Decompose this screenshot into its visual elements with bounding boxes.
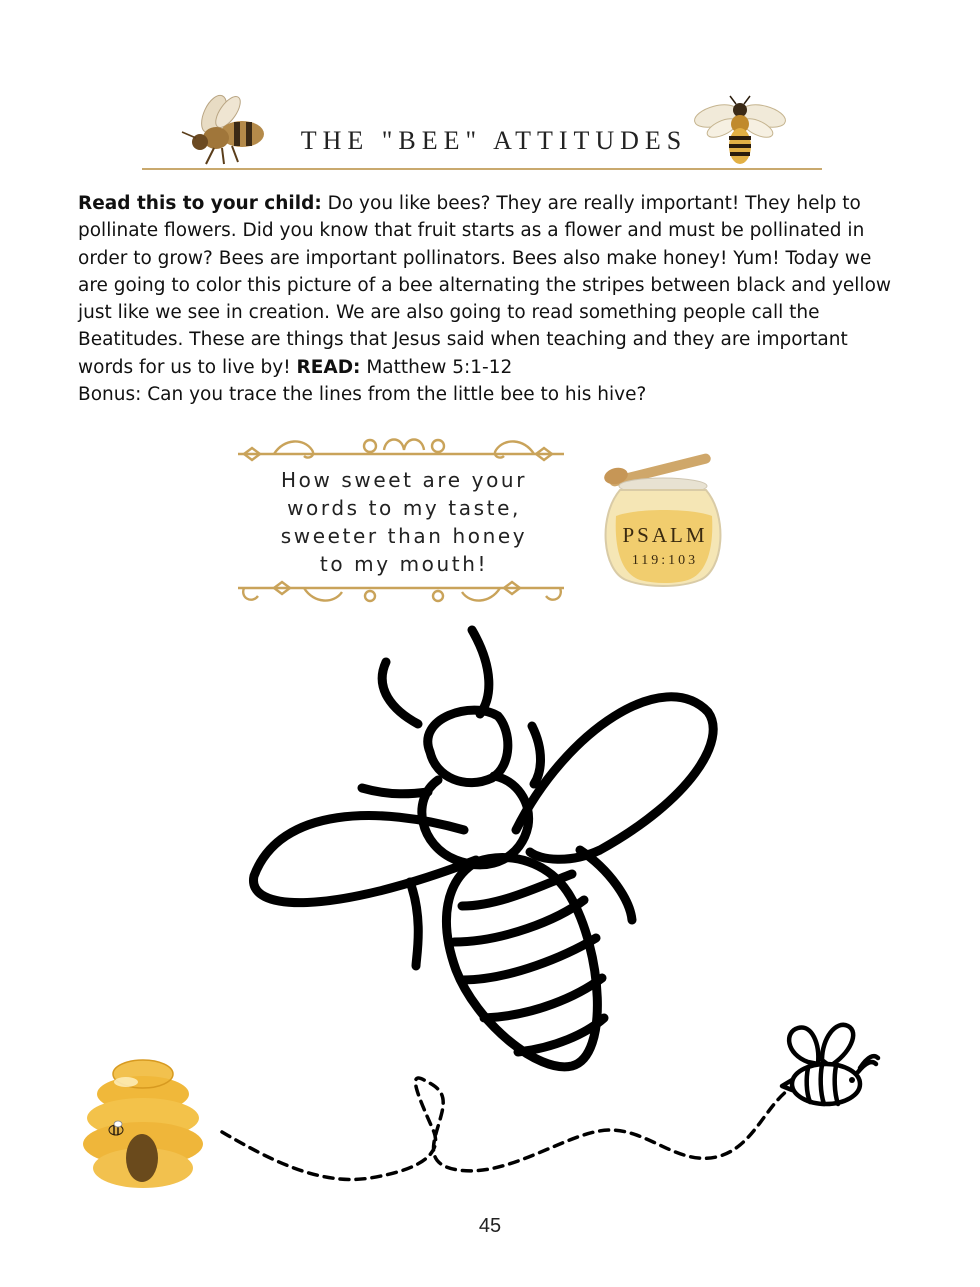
intro-body: Do you like bees? They are really important! They help to pollinate flowers. Did you know that fruit starts as a flower and must be pollinated in order to grow? Bees are important pollinators. Bees also make honey! Yum! Today we are going to color this picture of a bee alternating the stripes between black and yellow just like we see in creation. We are also going to read something people call the Beatitudes. These are things that Jesus said when teaching and they are important words for us to live by! — [78, 193, 892, 378]
page-number: 45 — [478, 1215, 502, 1237]
bee-stripe — [484, 978, 602, 1018]
jar-label: PSALM — [622, 523, 708, 547]
antenna-left — [382, 662, 418, 724]
read-label: READ: — [296, 356, 361, 378]
ornament-bottom — [234, 572, 574, 612]
read-reference: Matthew 5:1-12 — [360, 356, 513, 378]
intro-lead: Read this to your child: — [78, 193, 322, 214]
little-bee-icon — [778, 1018, 886, 1114]
beehive-illustration — [76, 1052, 210, 1194]
honey-jar-illustration — [596, 446, 730, 592]
bee-wing-right — [516, 697, 713, 859]
intro-text — [78, 190, 898, 408]
ornament-top — [234, 430, 574, 470]
jar-reference: 119:103 — [631, 553, 699, 568]
verse-line: to my mouth! — [319, 552, 489, 576]
bee-wing-left — [253, 816, 476, 903]
verse-line: words to my taste, — [287, 496, 521, 520]
antenna-right — [472, 630, 489, 714]
verse-line: How sweet are your — [280, 468, 528, 492]
bee-stripe — [462, 874, 572, 906]
dashed-trace-path — [210, 1060, 810, 1192]
bee-coloring-outline — [240, 620, 730, 1090]
verse-line: sweeter than honey — [280, 524, 528, 548]
verse-block — [248, 466, 560, 578]
bonus-text: Bonus: Can you trace the lines from the little bee to his hive? — [78, 384, 647, 406]
title-divider — [142, 168, 822, 170]
page-title: THE "BEE" ATTITUDES — [300, 126, 688, 155]
